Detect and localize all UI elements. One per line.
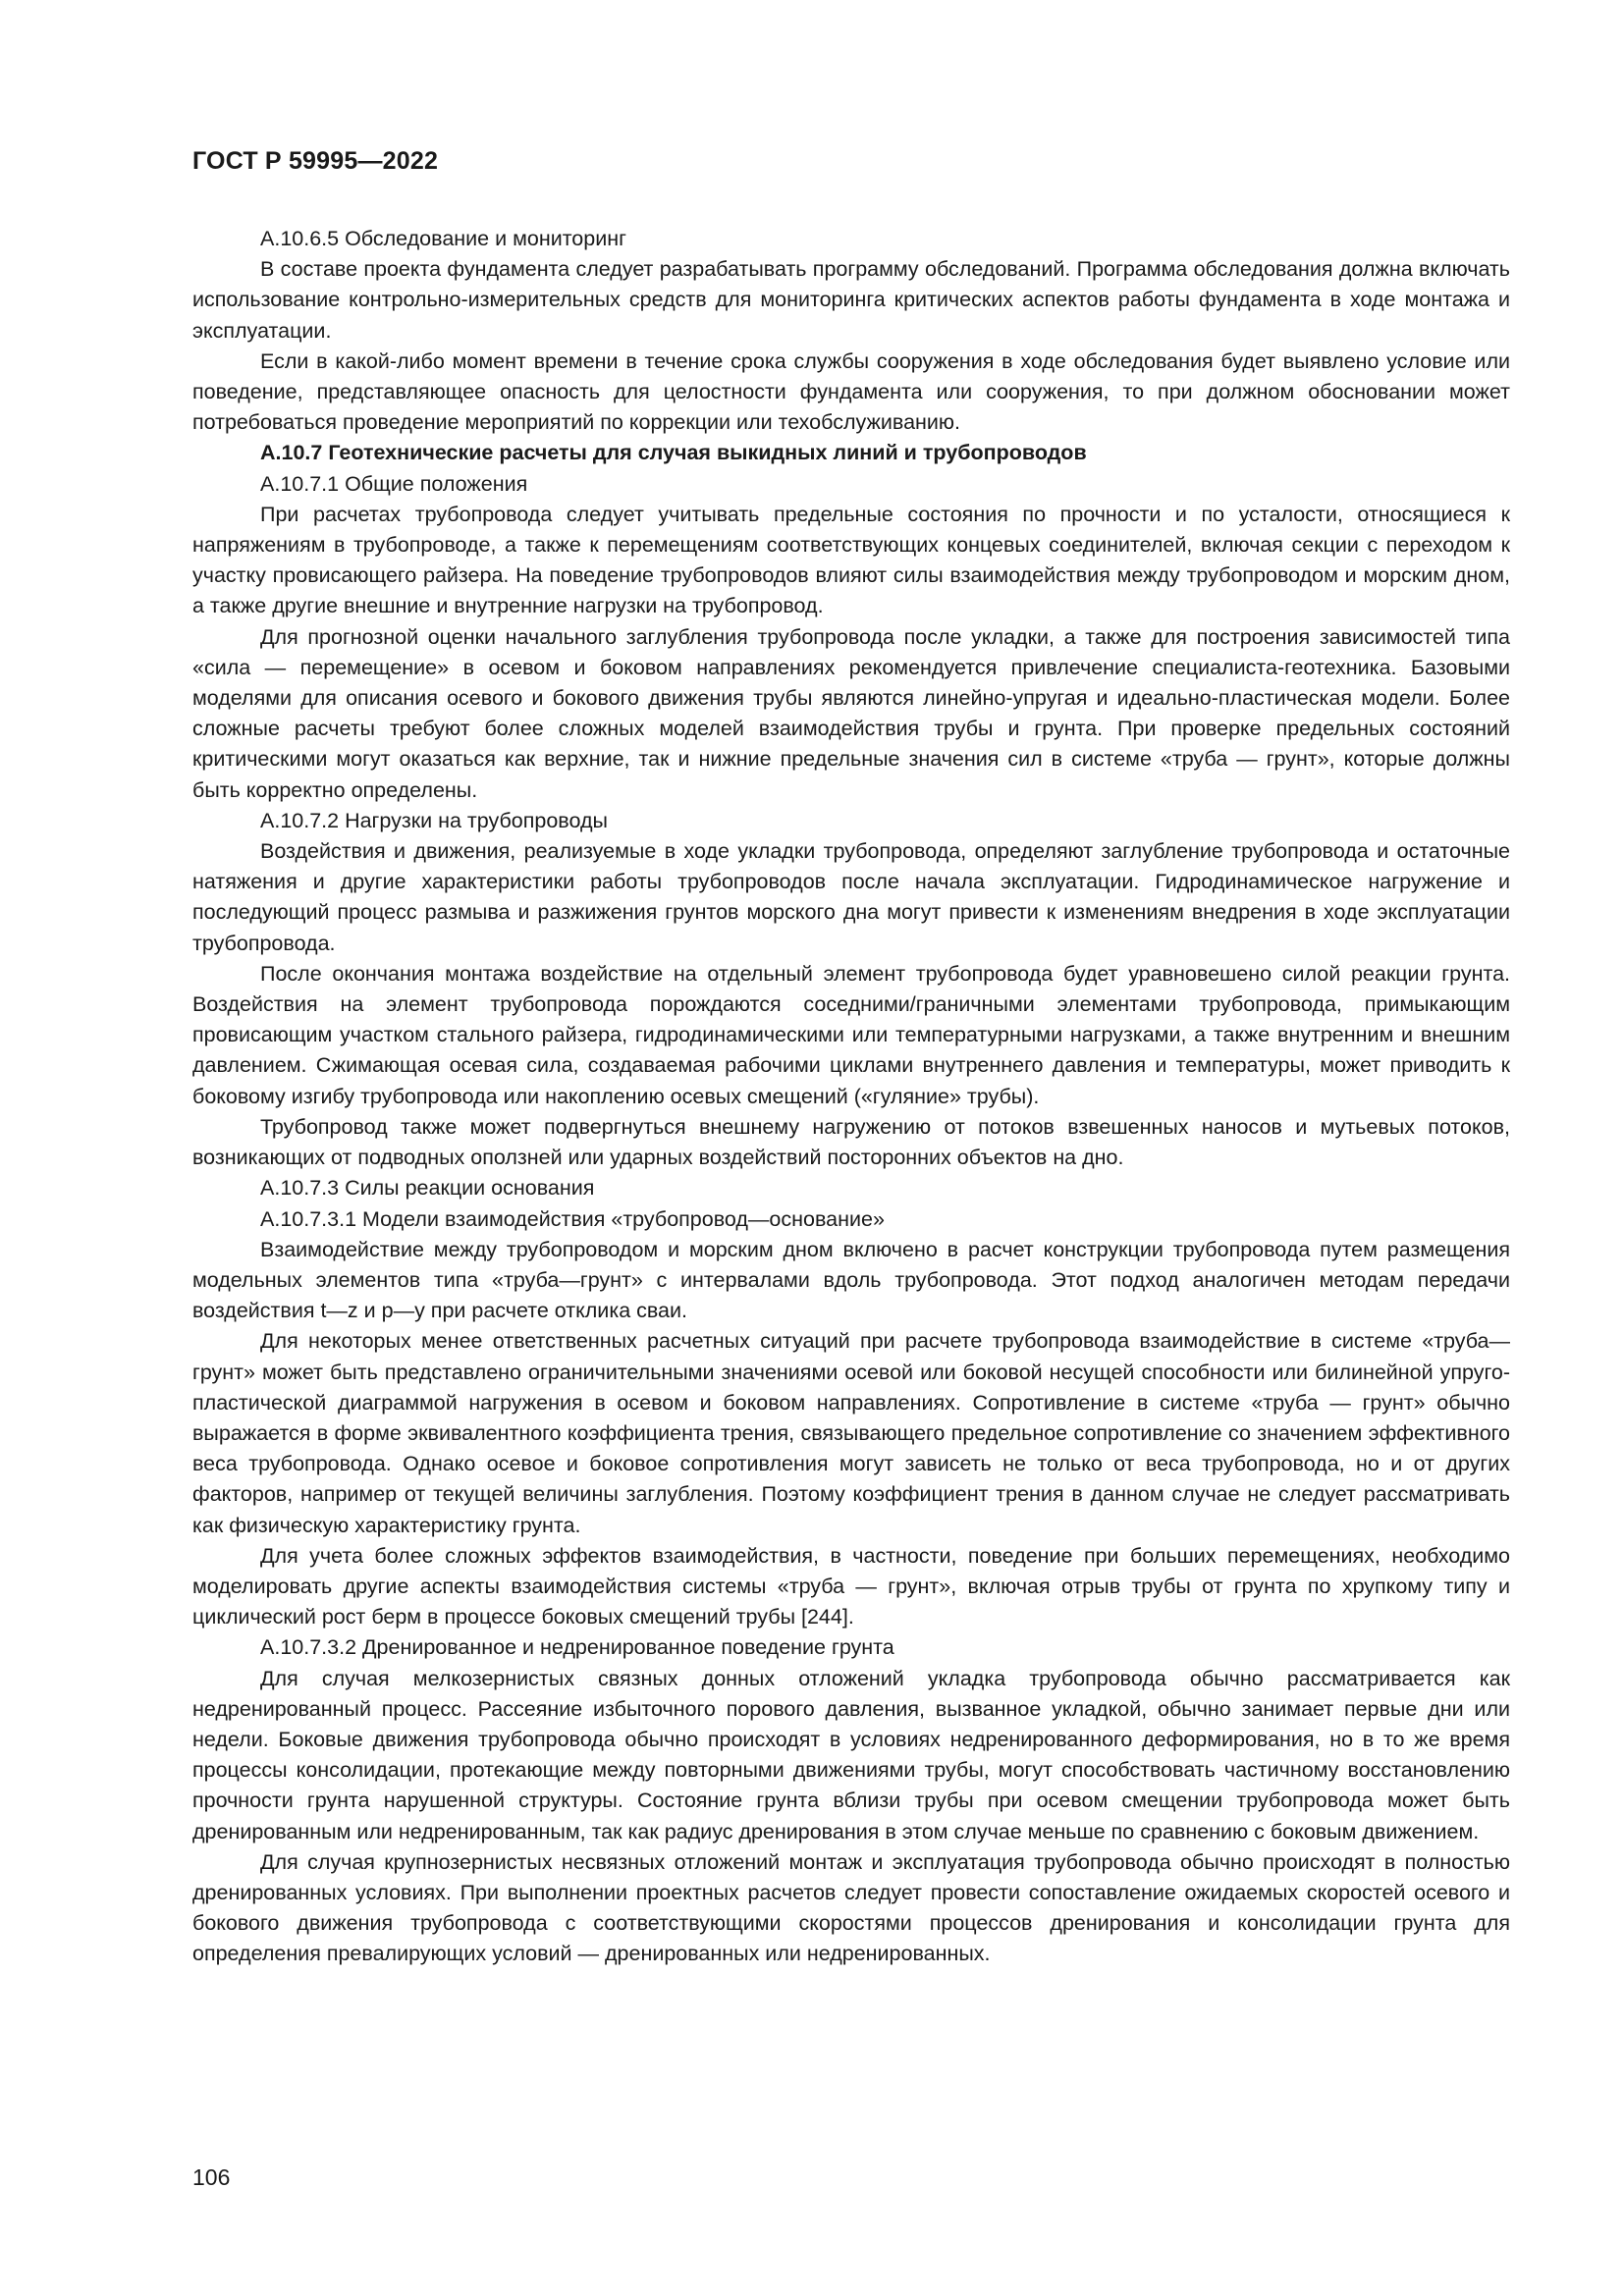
paragraph: Для учета более сложных эффектов взаимодействия, в частности, поведение при больших перемещениях, необходимо моделировать другие аспекты взаимодействия системы «труба — грунт», включая отрыв трубы от грунта по хрупкому типу и циклический рост берм в процессе боковых смещений трубы [244]. xyxy=(192,1543,1510,1629)
paragraph: А.10.6.5 Обследование и мониторинг xyxy=(260,227,626,250)
paragraph: А.10.7.2 Нагрузки на трубопроводы xyxy=(260,808,608,832)
document-code: ГОСТ Р 59995—2022 xyxy=(192,147,439,175)
paragraph: Для прогнозной оценки начального заглубления трубопровода после укладки, а также для построения зависимостей типа «сила — перемещение» в осевом и боковом направлениях рекомендуется привлечение специалиста-геотехника. Базовыми моделями для описания осевого и бокового движения трубы являются линейно-упругая и идеально-пластическая модели. Более сложные расчеты требуют более сложных моделей взаимодействия трубы и грунта. При проверке предельных состояний критическими могут оказаться как верхние, так и нижние предельные значения сил в системе «труба — грунт», которые должны быть корректно определены. xyxy=(192,624,1510,802)
document-body xyxy=(192,224,1510,1970)
paragraph: Если в какой-либо момент времени в течение срока службы сооружения в ходе обследования будет выявлено условие или поведение, представляющее опасность для целостности фундамента или сооружения, то при должном обосновании может потребоваться проведение мероприятий по коррекции или техобслуживанию. xyxy=(192,348,1510,435)
paragraph: Для случая крупнозернистых несвязных отложений монтаж и эксплуатация трубопровода обычно происходят в полностью дренированных условиях. При выполнении проектных расчетов следует провести сопоставление ожидаемых скоростей осевого и бокового движения трубопровода с соответствующими скоростями процессов дренирования и консолидации грунта для определения превалирующих условий — дренированных или недренированных. xyxy=(192,1849,1510,1966)
paragraph: Трубопровод также может подвергнуться внешнему нагружению от потоков взвешенных наносов и мутьевых потоков, возникающих от подводных оползней или ударных воздействий посторонних объектов на дно. xyxy=(192,1114,1510,1170)
paragraph: А.10.7.3 Силы реакции основания xyxy=(260,1176,595,1201)
section-heading: А.10.7 Геотехнические расчеты для случая выкидных линий и трубопроводов xyxy=(260,441,1087,465)
page-number: 106 xyxy=(192,2164,231,2190)
paragraph: А.10.7.1 Общие положения xyxy=(260,471,528,496)
paragraph: Для случая мелкозернистых связных донных отложений укладка трубопровода обычно рассматривается как недренированный процесс. Рассеяние избыточного порового давления, вызванное укладкой, обычно занимает первые дни или недели. Боковые движения трубопровода обычно происходят в условиях недренированного деформирования, но в то же время процессы консолидации, протекающие между повторными движениями трубы, могут способствовать частичному восстановлению прочности грунта нарушенной структуры. Состояние грунта вблизи трубы при осевом смещении трубопровода может быть дренированным или недренированным, так как радиус дренирования в этом случае меньше по сравнению с боковым движением. xyxy=(192,1666,1510,1843)
paragraph: А.10.7.3.1 Модели взаимодействия «трубопровод—основание» xyxy=(260,1206,885,1231)
paragraph: В составе проекта фундамента следует разрабатывать программу обследований. Программа обследования должна включать использование контрольно-измерительных средств для мониторинга критических аспектов работы фундамента в ходе монтажа и эксплуатации. xyxy=(192,257,1510,343)
paragraph: А.10.7.3.2 Дренированное и недренированное поведение грунта xyxy=(260,1635,894,1660)
paragraph: Для некоторых менее ответственных расчетных ситуаций при расчете трубопровода взаимодействие в системе «труба—грунт» может быть представлено ограничительными значениями осевой или боковой несущей способности или билинейной упруго-пластической диаграммой нагружения в осевом и боковом направлениях. Сопротивление в системе «труба — грунт» обычно выражается в форме эквивалентного коэффициента трения, связывающего предельное сопротивление со значением эффективного веса трубопровода. Однако осевое и боковое сопротивления могут зависеть не только от веса трубопровода, но и от других факторов, например от текущей величины заглубления. Поэтому коэффициент трения в данном случае не следует рассматривать как физическую характеристику грунта. xyxy=(192,1329,1510,1537)
paragraph: Взаимодействие между трубопроводом и морским дном включено в расчет конструкции трубопровода путем размещения модельных элементов типа «труба—грунт» с интервалами вдоль трубопровода. Этот подход аналогичен методам передачи воздействия t—z и p—y при расчете отклика сваи. xyxy=(192,1237,1510,1323)
paragraph: После окончания монтажа воздействие на отдельный элемент трубопровода будет уравновешено силой реакции грунта. Воздействия на элемент трубопровода порождаются соседними/граничными элементами трубопровода, примыкающим провисающим участком стального райзера, гидродинамическими или температурными нагрузками, а также внутренним и внешним давлением. Сжимающая осевая сила, создаваемая рабочими циклами внутреннего давления и температуры, может приводить к боковому изгибу трубопровода или накоплению осевых смещений («гуляние» трубы). xyxy=(192,961,1510,1108)
paragraph: Воздействия и движения, реализуемые в ходе укладки трубопровода, определяют заглубление трубопровода и остаточные натяжения и другие характеристики работы трубопроводов после начала эксплуатации. Гидродинамическое нагружение и последующий процесс размыва и разжижения грунтов морского дна могут привести к изменениям внедрения в ходе эксплуатации трубопровода. xyxy=(192,839,1510,955)
paragraph: При расчетах трубопровода следует учитывать предельные состояния по прочности и по усталости, относящиеся к напряжениям в трубопроводе, а также к перемещениям соответствующих концевых соединителей, включая секции с переходом к участку провисающего райзера. На поведение трубопроводов влияют силы взаимодействия между трубопроводом и морским дном, а также другие внешние и внутренние нагрузки на трубопровод. xyxy=(192,502,1510,618)
